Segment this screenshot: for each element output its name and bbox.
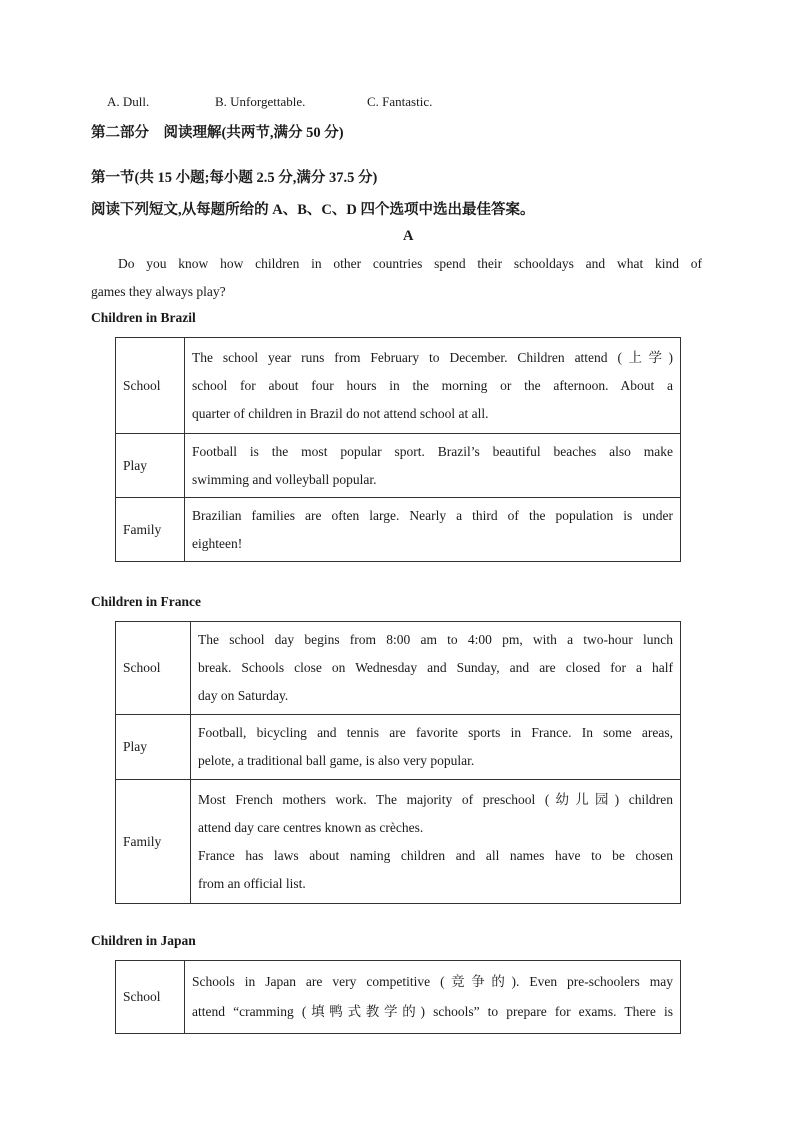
intro-line-2: games they always play? xyxy=(91,284,226,299)
france-table xyxy=(115,621,681,904)
table-row xyxy=(116,715,681,780)
text-line: Brazilian families are often large. Nearly a third of the population is under xyxy=(192,507,673,523)
text-line: break. Schools close on Wednesday and Sunday, and are closed for a half xyxy=(198,660,673,675)
table-row xyxy=(116,780,681,904)
table-row xyxy=(116,498,681,562)
text-line: day on Saturday. xyxy=(198,688,289,703)
brazil-heading: Children in Brazil xyxy=(91,310,196,325)
row-text xyxy=(191,780,681,904)
japan-table xyxy=(115,960,681,1034)
text-line: school for about four hours in the morning or the afternoon. About a xyxy=(192,377,673,393)
text-line: attend “cramming (填鸭式教学的) schools” to prepare for exams. There is xyxy=(192,1004,673,1019)
text-line: eighteen! xyxy=(192,535,243,551)
text-line: France has laws about naming children and all names have to be chosen xyxy=(198,847,673,863)
row-text xyxy=(191,715,681,780)
text-line: Football, bicycling and tennis are favorite sports in France. In some areas, xyxy=(198,725,673,740)
passage-label: A xyxy=(403,228,414,244)
text-line: Football is the most popular sport. Brazil’s beautiful beaches also make xyxy=(192,443,673,459)
text-line: swimming and volleyball popular. xyxy=(192,471,377,487)
table-row xyxy=(116,434,681,498)
text-line: Schools in Japan are very competitive (竞争的). Even pre-schoolers may xyxy=(192,974,673,989)
japan-heading: Children in Japan xyxy=(91,933,196,948)
brazil-table xyxy=(115,337,681,562)
row-label-school: School xyxy=(116,622,191,715)
row-label-school: School xyxy=(116,961,185,1034)
text-line: Most French mothers work. The majority of preschool (幼儿园) children xyxy=(198,791,673,807)
table-row xyxy=(116,961,681,1034)
row-text xyxy=(185,434,681,498)
row-label-school: School xyxy=(116,338,185,434)
row-label-play: Play xyxy=(116,715,191,780)
intro-line-1: Do you know how children in other countries spend their schooldays and what kind of xyxy=(118,256,702,271)
text-line: The school year runs from February to December. Children attend (上学) xyxy=(192,349,673,365)
france-heading: Children in France xyxy=(91,594,202,609)
text-line: quarter of children in Brazil do not attend school at all. xyxy=(192,405,489,421)
option-b: B. Unforgettable. xyxy=(215,94,306,109)
row-text xyxy=(191,622,681,715)
option-c: C. Fantastic. xyxy=(367,94,433,109)
part-title: 第二部分 阅读理解(共两节,满分 50 分) xyxy=(91,125,344,141)
table-row xyxy=(116,622,681,715)
row-text xyxy=(185,338,681,434)
row-text xyxy=(185,498,681,562)
row-label-family: Family xyxy=(116,780,191,904)
text-line: from an official list. xyxy=(198,875,306,891)
text-line: The school day begins from 8:00 am to 4:00 pm, with a two-hour lunch xyxy=(198,632,673,647)
row-label-family: Family xyxy=(116,498,185,562)
row-label-play: Play xyxy=(116,434,185,498)
row-text xyxy=(185,961,681,1034)
text-line: attend day care centres known as crèches. xyxy=(198,819,424,835)
option-a: A. Dull. xyxy=(107,94,150,109)
table-row xyxy=(116,338,681,434)
text-line: pelote, a traditional ball game, is also very popular. xyxy=(198,753,475,768)
section-title: 第一节(共 15 小题;每小题 2.5 分,满分 37.5 分) xyxy=(91,170,378,186)
instruction: 阅读下列短文,从每题所给的 A、B、C、D 四个选项中选出最佳答案。 xyxy=(91,202,535,218)
